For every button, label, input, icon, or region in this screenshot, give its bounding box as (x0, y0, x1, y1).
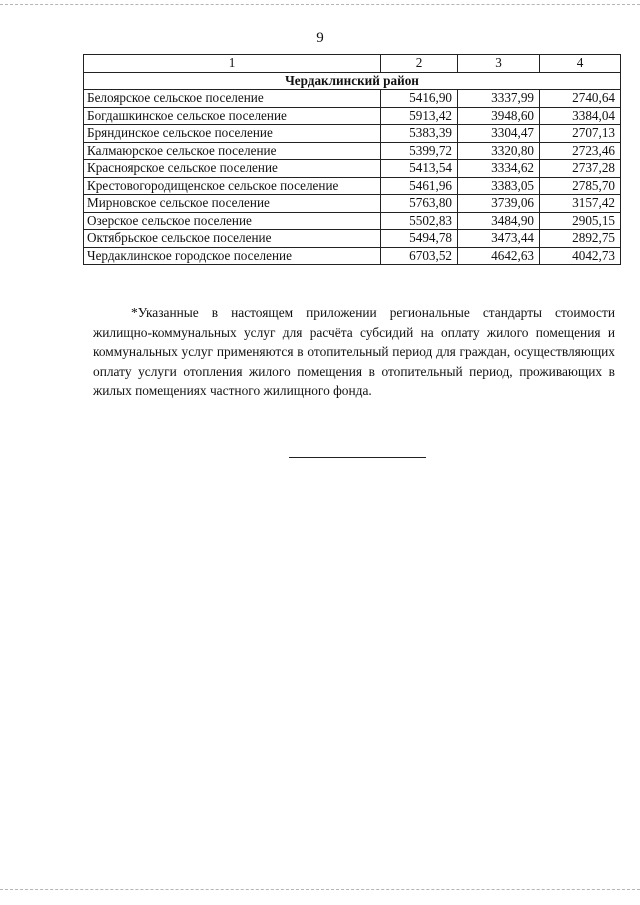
value-cell-col2: 5413,54 (381, 160, 458, 178)
value-cell-col3: 3383,05 (458, 177, 540, 195)
value-cell-col2: 5461,96 (381, 177, 458, 195)
value-cell-col3: 3739,06 (458, 195, 540, 213)
value-cell-col4: 2723,46 (540, 142, 621, 160)
table-row (84, 90, 621, 108)
value-cell-col3: 3337,99 (458, 90, 540, 108)
table-header-row (84, 55, 621, 73)
settlement-name-cell: Калмаюрское сельское поселение (84, 142, 381, 160)
value-cell-col2: 5383,39 (381, 125, 458, 143)
value-cell-col3: 3334,62 (458, 160, 540, 178)
value-cell-col3: 3948,60 (458, 107, 540, 125)
value-cell-col4: 2737,28 (540, 160, 621, 178)
settlement-name-cell: Озерское сельское поселение (84, 212, 381, 230)
value-cell-col4: 2740,64 (540, 90, 621, 108)
settlement-name-cell: Крестовогородищенское сельское поселение (84, 177, 381, 195)
table-row (84, 142, 621, 160)
value-cell-col4: 2785,70 (540, 177, 621, 195)
district-title: Чердаклинский район (84, 72, 621, 90)
value-cell-col2: 5502,83 (381, 212, 458, 230)
table-row (84, 247, 621, 265)
value-cell-col4: 2905,15 (540, 212, 621, 230)
value-cell-col2: 5416,90 (381, 90, 458, 108)
value-cell-col2: 5494,78 (381, 230, 458, 248)
subsidy-standards-table (83, 54, 621, 265)
signature-line (289, 457, 426, 458)
value-cell-col4: 2892,75 (540, 230, 621, 248)
table-row (84, 125, 621, 143)
table-row (84, 195, 621, 213)
column-header-2: 2 (381, 55, 458, 73)
table-row (84, 107, 621, 125)
value-cell-col3: 3484,90 (458, 212, 540, 230)
value-cell-col2: 5763,80 (381, 195, 458, 213)
settlement-name-cell: Октябрьское сельское поселение (84, 230, 381, 248)
table-row (84, 230, 621, 248)
settlement-name-cell: Бряндинское сельское поселение (84, 125, 381, 143)
value-cell-col4: 2707,13 (540, 125, 621, 143)
value-cell-col3: 3320,80 (458, 142, 540, 160)
table-row (84, 212, 621, 230)
settlement-name-cell: Чердаклинское городское поселение (84, 247, 381, 265)
district-row (84, 72, 621, 90)
settlement-name-cell: Богдашкинское сельское поселение (84, 107, 381, 125)
table-row (84, 160, 621, 178)
value-cell-col4: 3157,42 (540, 195, 621, 213)
value-cell-col4: 3384,04 (540, 107, 621, 125)
table-row (84, 177, 621, 195)
footnote: *Указанные в настоящем приложении региональные стандарты стоимости жилищно-коммунальных услуг для расчёта субсидий на оплату жилого помещения и коммунальных услуг применяются в отопительный период для граждан, осуществляющих оплату услуги отопления жилого помещения в отопительный период, проживающих в жилых помещениях частного жилищного фонда. (93, 305, 615, 398)
page-number: 9 (316, 30, 324, 46)
value-cell-col2: 6703,52 (381, 247, 458, 265)
scan-edge-bottom (0, 889, 640, 890)
settlement-name-cell: Белоярское сельское поселение (84, 90, 381, 108)
column-header-4: 4 (540, 55, 621, 73)
value-cell-col3: 3473,44 (458, 230, 540, 248)
column-header-1: 1 (84, 55, 381, 73)
table-body (84, 55, 621, 265)
value-cell-col4: 4042,73 (540, 247, 621, 265)
settlement-name-cell: Красноярское сельское поселение (84, 160, 381, 178)
value-cell-col2: 5399,72 (381, 142, 458, 160)
settlement-name-cell: Мирновское сельское поселение (84, 195, 381, 213)
column-header-3: 3 (458, 55, 540, 73)
scan-edge-top (0, 4, 640, 5)
value-cell-col3: 3304,47 (458, 125, 540, 143)
value-cell-col2: 5913,42 (381, 107, 458, 125)
value-cell-col3: 4642,63 (458, 247, 540, 265)
